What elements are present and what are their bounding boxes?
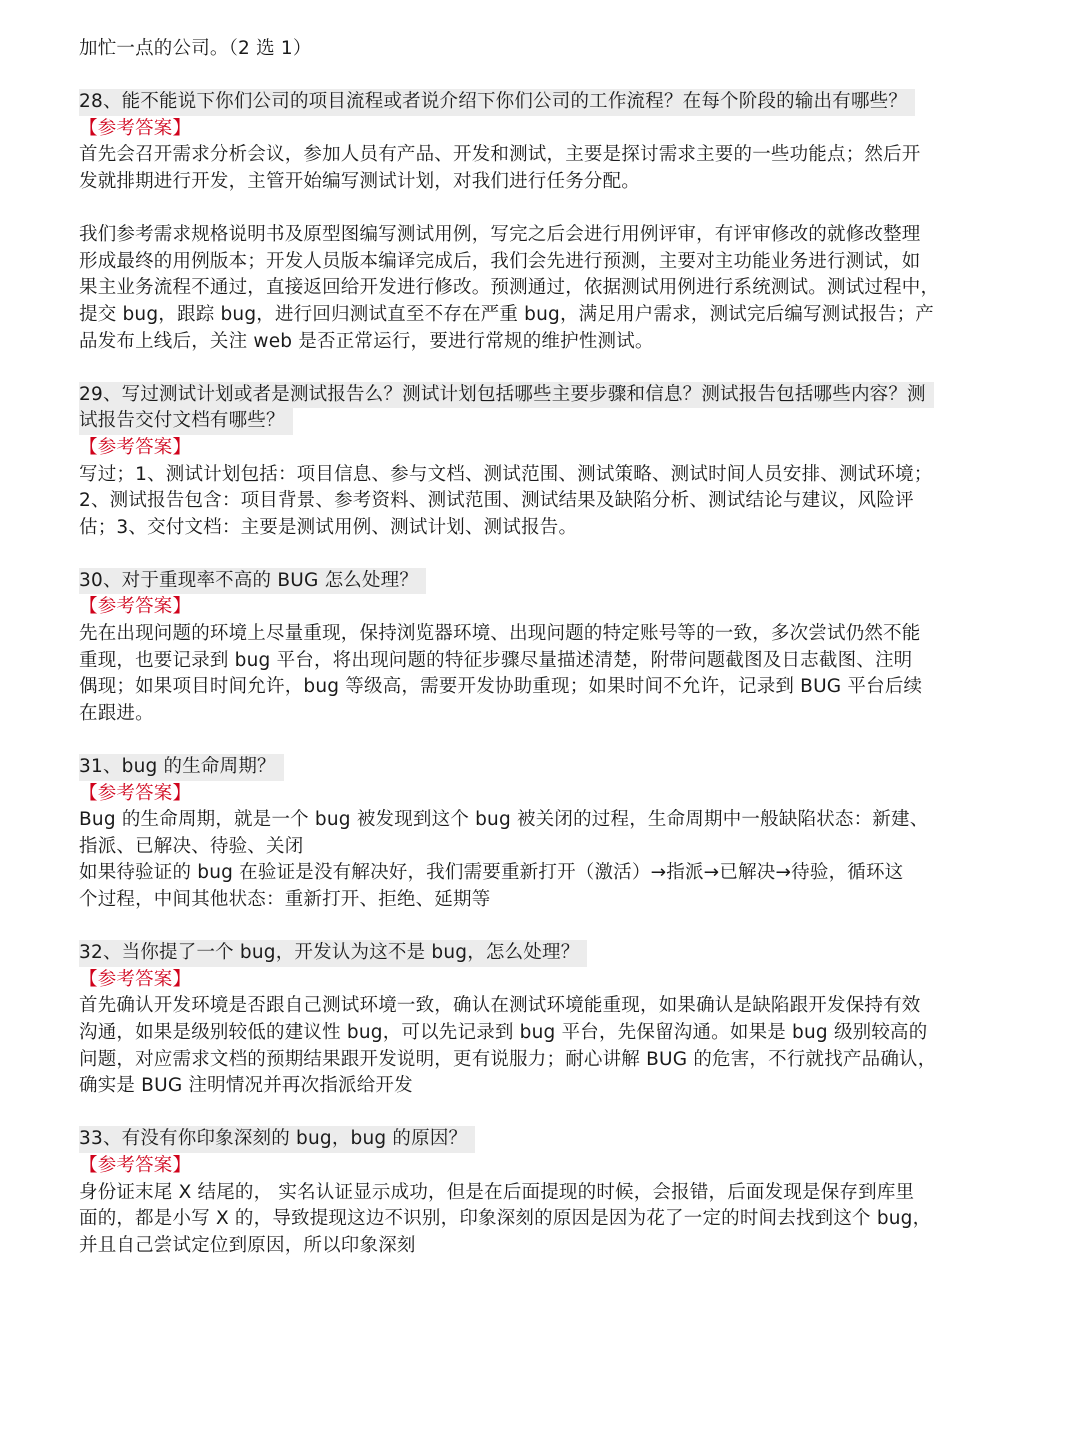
question-row	[79, 940, 1001, 967]
answer-line: 首先确认开发环境是否跟自己测试环境一致，确认在测试环境能重现，如果确认是缺陷跟开发保持有效	[79, 995, 921, 1017]
answer-line: 个过程，中间其他状态：重新打开、拒绝、延期等	[79, 889, 491, 910]
answer-line: 面的，都是小写 X 的，导致提现这边不识别，印象深刻的原因是因为花了一定的时间去找到这个 bug，	[79, 1208, 932, 1230]
answer-line: 果主业务流程不通过，直接返回给开发进行修改。预测通过，依据测试用例进行系统测试。测试过程中，	[79, 277, 940, 299]
answer-line: 发就排期进行开发，主管开始编写测试计划，对我们进行任务分配。	[79, 170, 641, 192]
qa-block	[79, 754, 1001, 914]
intro-line: 加忙一点的公司。（2 选 1）	[79, 38, 312, 59]
answer-label: 【参考答案】	[79, 436, 192, 458]
answer-line: 我们参考需求规格说明书及原型图编写测试用例，写完之后会进行用例评审，有评审修改的就修改整理	[79, 224, 921, 246]
qa-block	[79, 382, 1001, 542]
answer-line: 如果待验证的 bug 在验证是没有解决好，我们需要重新打开（激活）→指派→已解决→待验，循环这	[79, 862, 904, 884]
answer-label: 【参考答案】	[79, 1154, 192, 1176]
answer-line: 指派、已解决、待验、关闭	[79, 835, 304, 857]
answer-line: 在跟进。	[79, 702, 154, 724]
qa-block	[79, 89, 1001, 355]
question-line: 试报告交付文档有哪些？	[79, 408, 293, 435]
answer-line: Bug 的生命周期，就是一个 bug 被发现到这个 bug 被关闭的过程，生命周期中一般缺陷状态：新建、	[79, 809, 929, 831]
question-line: 33、有没有你印象深刻的 bug，bug 的原因？	[79, 1126, 475, 1153]
question-line: 32、当你提了一个 bug，开发认为这不是 bug，怎么处理？	[79, 940, 587, 967]
question-line: 29、写过测试计划或者是测试报告么？测试计划包括哪些主要步骤和信息？测试报告包括哪些内容？测	[79, 382, 934, 409]
answer-line: 身份证末尾 X 结尾的， 实名认证显示成功，但是在后面提现的时候，会报错，后面发现是保存到库里	[79, 1181, 915, 1203]
question-row	[79, 1126, 1001, 1153]
answer-line: 问题，对应需求文档的预期结果跟开发说明，更有说服力；耐心讲解 BUG 的危害，不行就找产品确认，	[79, 1048, 937, 1070]
document-page	[79, 36, 1001, 1286]
question-row	[79, 568, 1001, 595]
question-row	[79, 382, 1001, 409]
answer-label: 【参考答案】	[79, 596, 192, 618]
answer-line: 提交 bug，跟踪 bug，进行回归测试直至不存在严重 bug，满足用户需求，测试完后编写测试报告；产	[79, 303, 934, 325]
question-line: 30、对于重现率不高的 BUG 怎么处理？	[79, 568, 426, 595]
answer-line: 2、测试报告包含：项目背景、参考资料、测试范围、测试结果及缺陷分析、测试结论与建议，风险评	[79, 490, 914, 512]
answer-line: 估；3、交付文档：主要是测试用例、测试计划、测试报告。	[79, 516, 578, 538]
qa-block	[79, 940, 1001, 1100]
answer-line: 首先会召开需求分析会议，参加人员有产品、开发和测试，主要是探讨需求主要的一些功能点；然后开	[79, 144, 921, 166]
answer-label: 【参考答案】	[79, 782, 192, 804]
answer-line: 并且自己尝试定位到原因，所以印象深刻	[79, 1234, 416, 1256]
answer-label: 【参考答案】	[79, 117, 192, 139]
answer-line: 确实是 BUG 注明情况并再次指派给开发	[79, 1075, 413, 1097]
qa-list	[79, 89, 1001, 1259]
answer-line: 偶现；如果项目时间允许，bug 等级高，需要开发协助重现；如果时间不允许，记录到 BUG 平台后续	[79, 676, 923, 698]
question-row	[79, 408, 1001, 435]
paragraph-gap	[79, 196, 1001, 223]
answer-line: 沟通，如果是级别较低的建议性 bug，可以先记录到 bug 平台，先保留沟通。如果是 bug 级别较高的	[79, 1021, 928, 1043]
answer-line: 写过；1、测试计划包括：项目信息、参与文档、测试范围、测试策略、测试时间人员安排、测试环境；	[79, 463, 933, 485]
question-line: 31、bug 的生命周期？	[79, 754, 284, 781]
answer-line: 重现，也要记录到 bug 平台，将出现问题的特征步骤尽量描述清楚，附带问题截图及日志截图、注明	[79, 649, 913, 671]
answer-line: 形成最终的用例版本；开发人员版本编译完成后，我们会先进行预测，主要对主功能业务进行测试，如	[79, 250, 921, 272]
question-row	[79, 89, 1001, 116]
answer-line: 品发布上线后，关注 web 是否正常运行，要进行常规的维护性测试。	[79, 330, 654, 352]
answer-line: 先在出现问题的环境上尽量重现，保持浏览器环境、出现问题的特定账号等的一致，多次尝试仍然不能	[79, 623, 921, 645]
answer-label: 【参考答案】	[79, 968, 192, 990]
qa-block	[79, 568, 1001, 728]
qa-block	[79, 1126, 1001, 1259]
question-line: 28、能不能说下你们公司的项目流程或者说介绍下你们公司的工作流程？在每个阶段的输出有哪些？	[79, 89, 915, 116]
question-row	[79, 754, 1001, 781]
